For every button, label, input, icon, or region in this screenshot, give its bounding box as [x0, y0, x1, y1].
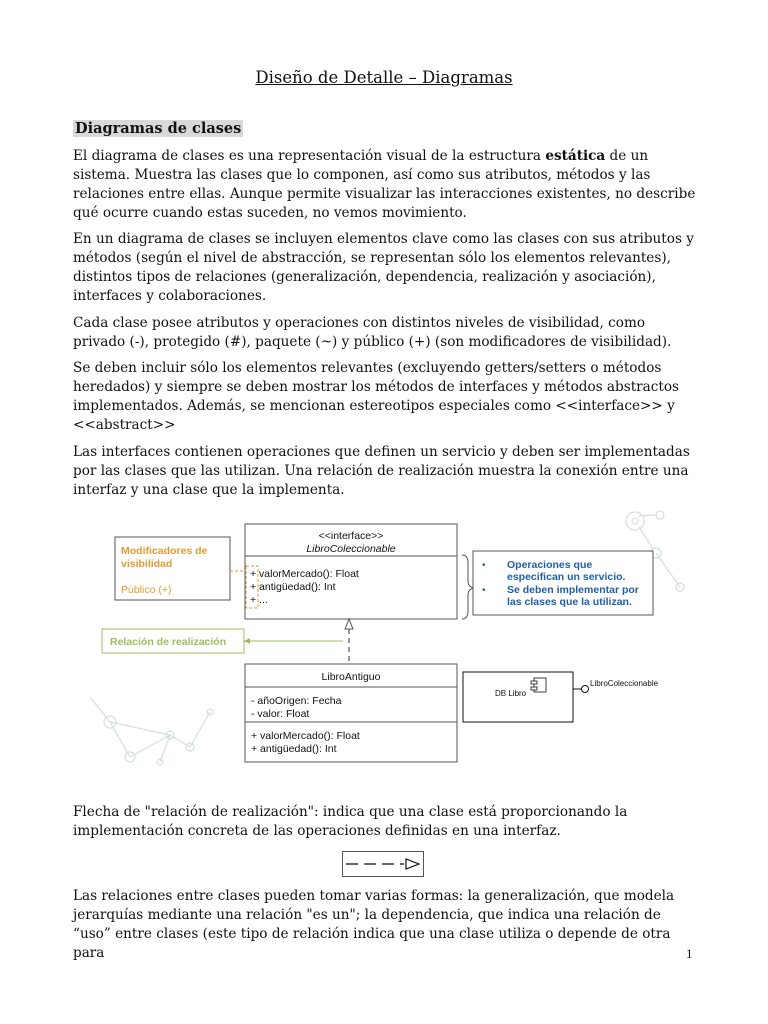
interface-op: + ... — [250, 594, 268, 606]
modifiers-callout — [115, 537, 246, 600]
realization-arrow — [345, 619, 353, 664]
paragraph-intro-text-a: El diagrama de clases es una representación visual de la estructura — [73, 148, 546, 164]
section-heading: Diagramas de clases — [75, 120, 242, 137]
interface-op: + valorMercado(): Float — [250, 568, 359, 580]
component-label: DB Libro — [495, 689, 527, 698]
realization-label-box — [102, 629, 343, 653]
interface-name: LibroColeccionable — [306, 543, 396, 555]
component — [463, 672, 659, 722]
paragraph-relations: Las relaciones entre clases pueden tomar varias formas: la generalización, que modela jerarquías mediante una relación "es un"; la dependencia, que indica una relación de “uso” entre clases (este tipo de relación indica que una clase utiliza o depende de otra para — [73, 888, 675, 961]
interface-stereotype: <<interface>> — [318, 530, 384, 542]
svg-text:•: • — [482, 560, 486, 571]
class-op: + antigüedad(): Int — [251, 743, 337, 755]
paragraph-visibility: Cada clase posee atributos y operaciones con distintos niveles de visibilidad, como privado (-), protegido (#), paquete (~) y público (+) (son modificadores de visibilidad). — [73, 315, 672, 350]
class-box — [245, 664, 457, 762]
note-text: especifican un servicio. — [507, 571, 626, 583]
paragraph-interfaces: Las interfaces contienen operaciones que definen un servicio y deben ser implementadas por las clases que las utilizan. Una relación de realización muestra la conexión entre una interfaz y una clase que la implementa. — [73, 444, 690, 498]
interface-op: + antigüedad(): Int — [250, 581, 336, 593]
operations-note — [473, 551, 653, 615]
modifiers-public: Público (+) — [121, 584, 172, 596]
class-attr: - añoOrigen: Fecha — [251, 695, 342, 707]
realization-label: Relación de realización — [110, 636, 227, 648]
lollipop-icon — [582, 686, 589, 693]
page-title: Diseño de Detalle – Diagramas — [255, 68, 513, 87]
note-text: Operaciones que — [507, 559, 593, 571]
note-text: Se deben implementar por — [507, 584, 639, 596]
paragraph-elements: En un diagrama de clases se incluyen elementos clave como las clases con sus atributos y métodos (según el nivel de abstracción, se representan sólo los elementos relevantes), distintos tipos de relaciones (generalización, dependencia, realización y asociación), interfaces y colaboraciones. — [73, 231, 694, 304]
paragraph-relevant: Se deben incluir sólo los elementos relevantes (excluyendo getters/setters o métodos heredados) y siempre se deben mostrar los métodos de interfaces y métodos abstractos implementados. Además, se mencionan estereotipos especiales como <<interface>> y <<abstract>> — [73, 360, 680, 433]
class-attr: - valor: Float — [251, 708, 310, 720]
svg-text:•: • — [482, 585, 486, 596]
modifiers-title: visibilidad — [121, 558, 173, 570]
uml-class-diagram — [90, 507, 690, 769]
page-number: 1 — [686, 946, 693, 961]
modifiers-title: Modificadores de — [121, 545, 208, 557]
lollipop-label: LibroColeccionable — [590, 679, 659, 688]
paragraph-intro-text-b: de un sistema. Muestra las clases que lo componen, así como sus atributos, métodos y las relaciones entre ellas. Aunque permite visualizar las interacciones existentes, no describe qué ocurre cuando estas suceden, no vemos movimiento. — [73, 148, 696, 221]
class-op: + valorMercado(): Float — [251, 730, 360, 742]
realization-arrow-sample — [342, 851, 424, 877]
class-name: LibroAntiguo — [321, 671, 381, 683]
interface-box — [245, 524, 457, 619]
brace — [462, 555, 474, 619]
note-text: las clases que la utilizan. — [507, 596, 632, 608]
paragraph-intro-bold: estática — [545, 148, 606, 164]
paragraph-realization-arrow: Flecha de "relación de realización": indica que una clase está proporcionando la implementación concreta de las operaciones definidas en una interfaz. — [73, 804, 628, 839]
paragraph-intro — [73, 147, 701, 223]
